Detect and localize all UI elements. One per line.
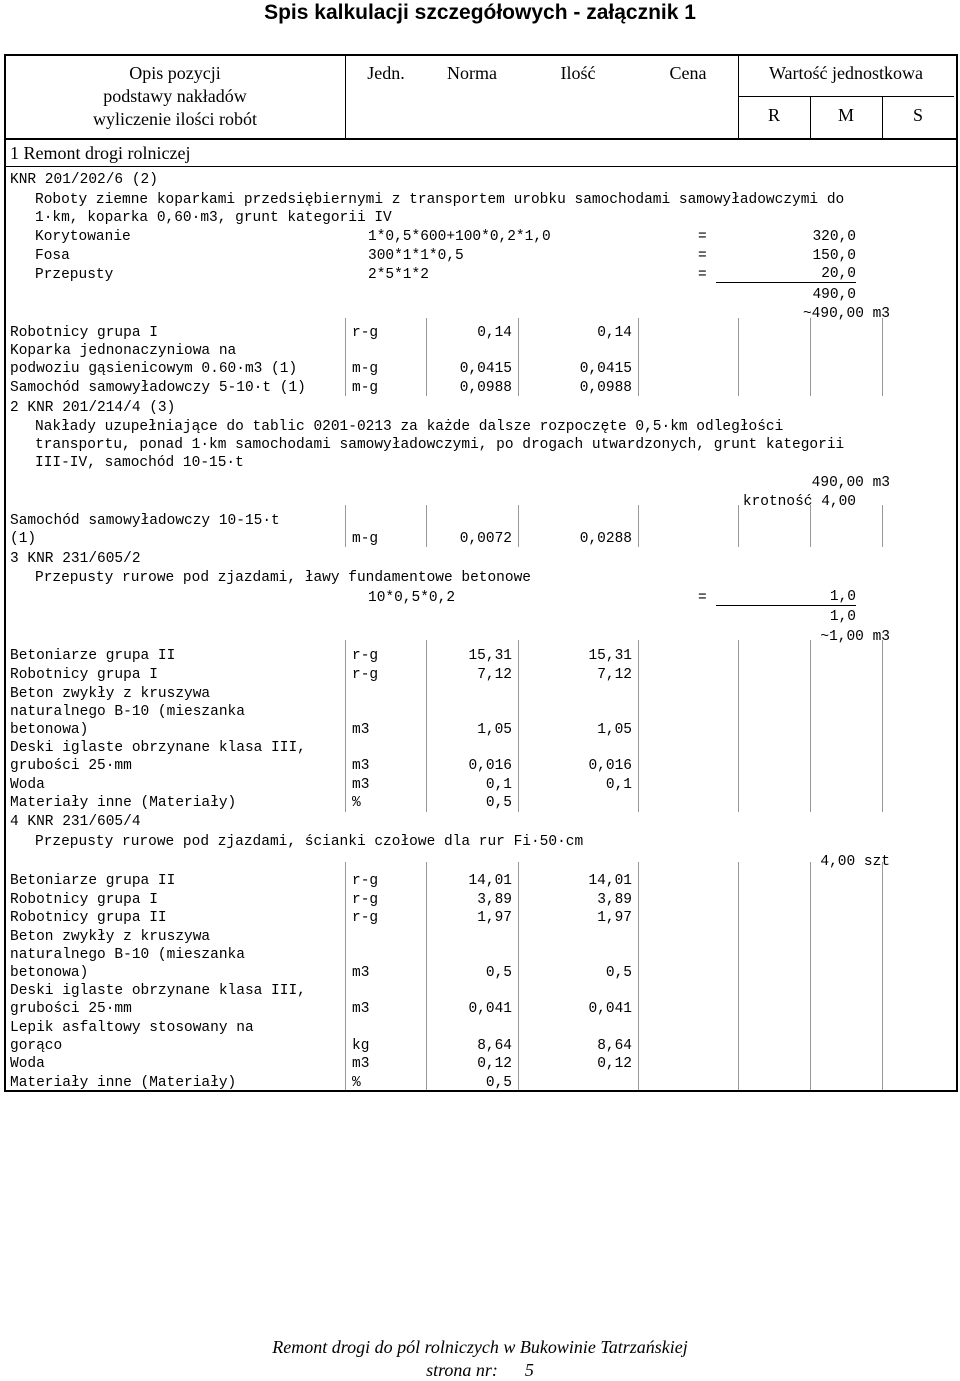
row-text: 14,01 (588, 873, 632, 889)
row-text: Robotnicy grupa I (10, 325, 158, 341)
grid-line (518, 318, 519, 396)
row-text: Betoniarze grupa II (10, 648, 176, 664)
row-text: 0,1 (605, 777, 632, 793)
row-text: 20,0 (716, 266, 856, 283)
row-text: r-g (352, 892, 379, 908)
row-text: m3 (352, 1056, 370, 1072)
row-text: 0,0072 (459, 531, 512, 547)
footer-line1: Remont drogi do pól rolniczych w Bukowinie Tatrzańskiej (272, 1337, 688, 1357)
header-opis-line3: wyliczenie ilości robót (93, 109, 257, 129)
row-text: 490,00 m3 (811, 475, 890, 491)
row-text: naturalnego B-10 (mieszanka (10, 704, 245, 720)
header-divider-wartosc (738, 96, 954, 97)
row-text: 0,12 (597, 1056, 632, 1072)
row-text: Robotnicy grupa II (10, 910, 167, 926)
row-text: 4 KNR 231/605/4 (10, 814, 141, 830)
row-text: 3,89 (477, 892, 512, 908)
row-text: Samochód samowyładowczy 10-15·t (10, 513, 280, 529)
row-text: krotność 4,00 (742, 494, 856, 510)
row-text: Betoniarze grupa II (10, 873, 176, 889)
row-text: 0,016 (468, 758, 512, 774)
row-text: 0,0988 (459, 380, 512, 396)
row-text: 1*0,5*600+100*0,2*1,0 (368, 229, 551, 245)
row-text: (1) (10, 531, 37, 547)
header-divider-ms (882, 96, 883, 138)
row-text: Beton zwykły z kruszywa (10, 686, 211, 702)
row-text: Samochód samowyładowczy 5-10·t (1) (10, 380, 306, 396)
grid-line (518, 640, 519, 812)
row-text: m3 (352, 1001, 370, 1017)
row-text: Robotnicy grupa I (10, 667, 158, 683)
row-text: 0,14 (597, 325, 632, 341)
row-text: Robotnicy grupa I (10, 892, 158, 908)
grid-line (738, 640, 739, 812)
row-text: = (698, 248, 707, 264)
row-text: 490,0 (812, 287, 856, 303)
row-text: 320,0 (812, 229, 856, 245)
row-text: 1,97 (477, 910, 512, 926)
grid-line (345, 318, 346, 396)
header-m: M (837, 105, 854, 125)
header-jedn: Jedn. (367, 63, 405, 83)
header-divider-wartosc-left (738, 56, 739, 138)
row-text: Deski iglaste obrzynane klasa III, (10, 983, 306, 999)
row-text: KNR 201/202/6 (2) (10, 172, 158, 188)
row-text: 4,00 szt (820, 854, 890, 870)
row-text: % (352, 1075, 361, 1091)
row-text: 0,14 (477, 325, 512, 341)
row-text: 7,12 (477, 667, 512, 683)
row-text: r-g (352, 648, 379, 664)
grid-line (882, 505, 883, 547)
row-text: Koparka jednonaczyniowa na (10, 343, 237, 359)
row-text: 150,0 (812, 248, 856, 264)
header-bottom-line (4, 138, 956, 140)
grid-line (810, 318, 811, 396)
grid-line (518, 505, 519, 547)
grid-line (345, 640, 346, 812)
row-text: = (698, 590, 707, 606)
row-text: Nakłady uzupełniające do tablic 0201-0213 za każde dalsze rozpoczęte 0,5·km odległości (35, 419, 784, 435)
row-text: Przepusty rurowe pod zjazdami, ławy fundamentowe betonowe (35, 570, 531, 586)
row-text: grubości 25·mm (10, 758, 132, 774)
row-text: m3 (352, 758, 370, 774)
header-wartosc: Wartość jednostkowa (768, 63, 923, 83)
grid-line (518, 862, 519, 1090)
row-text: 0,0415 (579, 361, 632, 377)
row-text: 15,31 (468, 648, 512, 664)
row-text: betonowa) (10, 965, 89, 981)
row-text: 2 KNR 201/214/4 (3) (10, 400, 176, 416)
row-text: 8,64 (597, 1038, 632, 1054)
row-text: Woda (10, 777, 45, 793)
header-cena: Cena (669, 63, 707, 83)
row-text: m3 (352, 965, 370, 981)
header-ilosc: Ilość (560, 63, 596, 83)
row-text: Korytowanie (35, 229, 131, 245)
row-text: Materiały inne (Materiały) (10, 795, 237, 811)
grid-line (882, 640, 883, 812)
row-text: 10*0,5*0,2 (368, 590, 456, 606)
row-text: m3 (352, 722, 370, 738)
row-text: grubości 25·mm (10, 1001, 132, 1017)
row-text: 2*5*1*2 (368, 267, 429, 283)
row-text: 0,041 (468, 1001, 512, 1017)
row-text: 1,05 (477, 722, 512, 738)
row-text: 0,5 (485, 965, 512, 981)
footer-line2: strona nr: 5 (426, 1360, 534, 1380)
row-text: betonowa) (10, 722, 89, 738)
row-text: 1·km, koparka 0,60·m3, grunt kategorii IV (35, 210, 392, 226)
grid-line (638, 862, 639, 1090)
row-text: m3 (352, 777, 370, 793)
row-text: 15,31 (588, 648, 632, 664)
header-divider-opis (345, 56, 346, 138)
row-text: naturalnego B-10 (mieszanka (10, 947, 245, 963)
grid-line (738, 505, 739, 547)
row-text: r-g (352, 667, 379, 683)
row-text: 8,64 (477, 1038, 512, 1054)
row-text: Przepusty rurowe pod zjazdami, ścianki czołowe dla rur Fi·50·cm (35, 834, 584, 850)
row-text: podwoziu gąsienicowym 0.60·m3 (1) (10, 361, 298, 377)
row-text: gorąco (10, 1038, 63, 1054)
row-text: Przepusty (35, 267, 114, 283)
header-opis-line1: Opis pozycji (129, 63, 221, 83)
row-text: = (698, 229, 707, 245)
grid-line (810, 862, 811, 1090)
row-text: % (352, 795, 361, 811)
row-text: r-g (352, 325, 379, 341)
row-text: 0,12 (477, 1056, 512, 1072)
row-text: 3,89 (597, 892, 632, 908)
grid-line (810, 505, 811, 547)
row-text: 1,05 (597, 722, 632, 738)
row-text: 0,5 (605, 965, 632, 981)
row-text: 1,97 (597, 910, 632, 926)
grid-line (345, 862, 346, 1090)
row-text: ~490,00 m3 (802, 306, 890, 322)
row-text: 0,5 (485, 1075, 512, 1091)
row-text: transportu, ponad 1·km samochodami samowyładowczymi, po drogach utwardzonych, grunt kategorii (35, 437, 845, 453)
row-text: Materiały inne (Materiały) (10, 1075, 237, 1091)
row-text: Roboty ziemne koparkami przedsiębiernymi z transportem urobku samochodami samowyładowczymi do (35, 192, 845, 208)
header-divider-rm (810, 96, 811, 138)
row-text: Fosa (35, 248, 70, 264)
row-text: m-g (352, 361, 379, 377)
section-bottom-line (4, 166, 956, 167)
row-text: 7,12 (597, 667, 632, 683)
grid-line (810, 640, 811, 812)
row-text: m-g (352, 531, 379, 547)
row-text: 3 KNR 231/605/2 (10, 551, 141, 567)
header-opis-line2: podstawy nakładów (103, 86, 247, 106)
grid-line (638, 318, 639, 396)
row-text: 0,041 (588, 1001, 632, 1017)
row-text: 0,0988 (579, 380, 632, 396)
grid-line (738, 318, 739, 396)
row-text: 0,016 (588, 758, 632, 774)
grid-line (638, 505, 639, 547)
page-title: Spis kalkulacji szczegółowych - załącznik 1 (264, 1, 696, 24)
row-text: 1,0 (829, 609, 856, 625)
header-r: R (767, 105, 780, 125)
row-text: 0,1 (485, 777, 512, 793)
row-text: 0,0288 (579, 531, 632, 547)
row-text: r-g (352, 910, 379, 926)
row-text: 14,01 (468, 873, 512, 889)
row-text: 0,5 (485, 795, 512, 811)
row-text: 0,0415 (459, 361, 512, 377)
row-text: Lepik asfaltowy stosowany na (10, 1020, 254, 1036)
grid-line (345, 505, 346, 547)
row-text: Woda (10, 1056, 45, 1072)
row-text: 300*1*1*0,5 (368, 248, 464, 264)
grid-line (882, 862, 883, 1090)
row-text: m-g (352, 380, 379, 396)
header-norma: Norma (447, 63, 497, 83)
section-title: 1 Remont drogi rolniczej (10, 143, 191, 163)
grid-line (882, 318, 883, 396)
row-text: Deski iglaste obrzynane klasa III, (10, 740, 306, 756)
row-text: Beton zwykły z kruszywa (10, 929, 211, 945)
row-text: III-IV, samochód 10-15·t (35, 455, 244, 471)
header-s: S (912, 105, 923, 125)
row-text: 1,0 (716, 589, 856, 606)
row-text: = (698, 267, 707, 283)
row-text: r-g (352, 873, 379, 889)
row-text: kg (352, 1038, 370, 1054)
grid-line (638, 640, 639, 812)
grid-line (738, 862, 739, 1090)
row-text: ~1,00 m3 (820, 629, 890, 645)
